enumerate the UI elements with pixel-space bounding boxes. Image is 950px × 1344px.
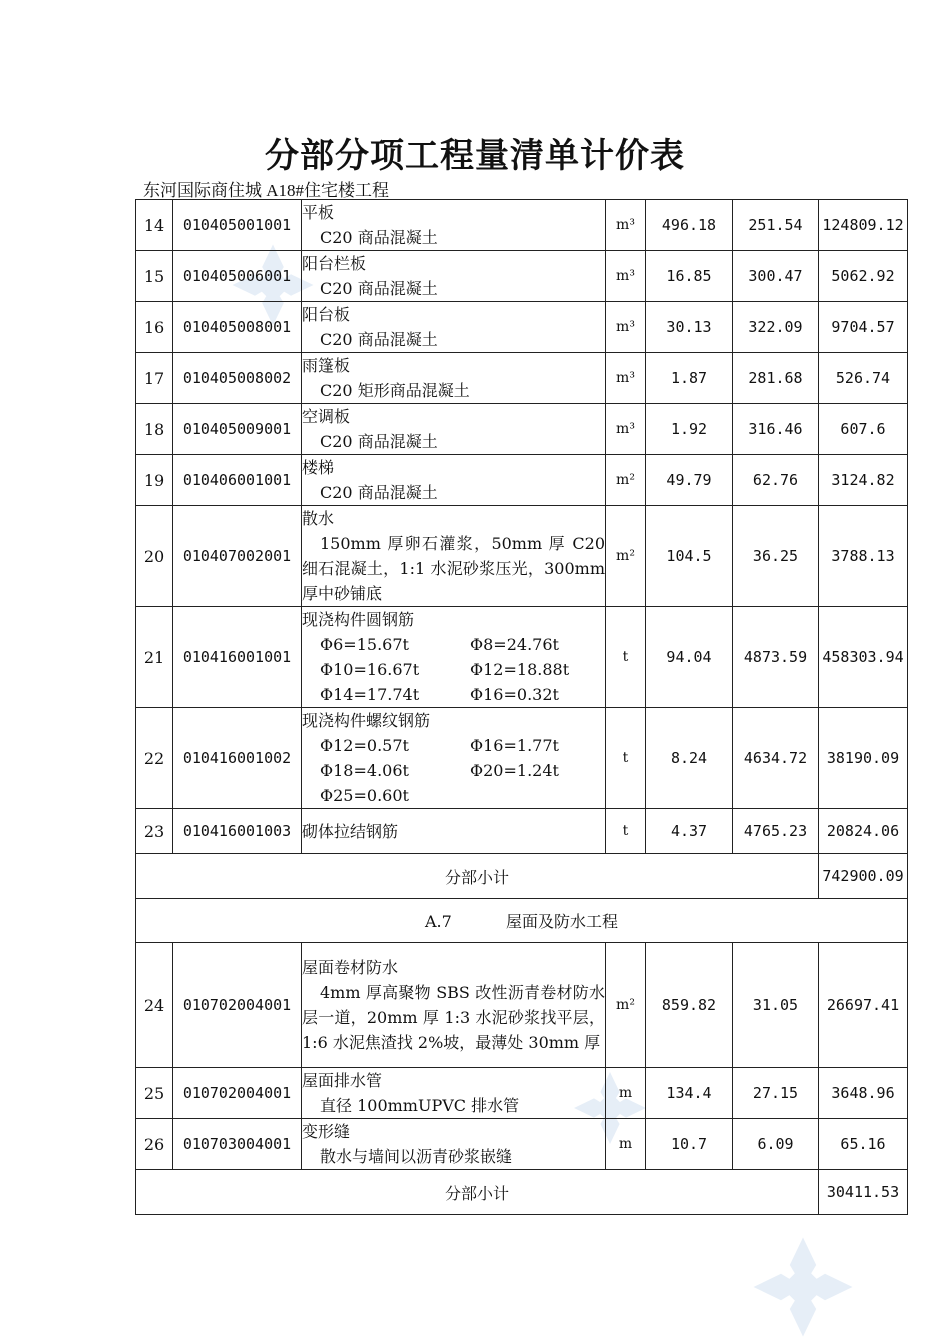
item-unit-price: 6.09 bbox=[733, 1119, 819, 1170]
subtotal-label: 分部小计 bbox=[136, 854, 819, 899]
rebar-spec: Φ25=0.60t bbox=[320, 786, 409, 805]
item-number: 22 bbox=[136, 708, 173, 809]
table-body-part2 bbox=[136, 943, 908, 1170]
item-unit: m² bbox=[606, 455, 646, 506]
item-quantity: 8.24 bbox=[646, 708, 733, 809]
item-code: 010405008001 bbox=[173, 302, 302, 353]
item-quantity: 4.37 bbox=[646, 809, 733, 854]
rebar-spec: Φ6=15.67t bbox=[320, 635, 409, 654]
table-row bbox=[136, 943, 908, 1068]
item-description bbox=[302, 506, 606, 607]
item-number: 25 bbox=[136, 1068, 173, 1119]
item-unit-price: 27.15 bbox=[733, 1068, 819, 1119]
item-name: 阳台板 bbox=[302, 305, 351, 324]
table-subtotal-part1 bbox=[136, 854, 908, 943]
item-total: 5062.92 bbox=[819, 251, 908, 302]
project-name: 东河国际商住城 A18#住宅楼工程 bbox=[143, 181, 390, 200]
subtotal-row bbox=[136, 1170, 908, 1215]
bill-table bbox=[135, 199, 908, 1215]
item-spec-line: C20 商品混凝土 bbox=[320, 330, 438, 349]
item-name: 空调板 bbox=[302, 407, 351, 426]
item-description bbox=[302, 455, 606, 506]
item-unit: t bbox=[606, 809, 646, 854]
item-total: 124809.12 bbox=[819, 200, 908, 251]
item-unit: m³ bbox=[606, 251, 646, 302]
item-unit: m² bbox=[606, 943, 646, 1068]
subtotal-label: 分部小计 bbox=[136, 1170, 819, 1215]
item-unit: m³ bbox=[606, 353, 646, 404]
table-row bbox=[136, 607, 908, 708]
item-spec-line: C20 商品混凝土 bbox=[320, 483, 438, 502]
item-quantity: 496.18 bbox=[646, 200, 733, 251]
item-quantity: 10.7 bbox=[646, 1119, 733, 1170]
rebar-spec: Φ20=1.24t bbox=[470, 761, 559, 780]
item-number: 16 bbox=[136, 302, 173, 353]
table-row bbox=[136, 809, 908, 854]
item-quantity: 49.79 bbox=[646, 455, 733, 506]
item-total: 3648.96 bbox=[819, 1068, 908, 1119]
item-spec-paragraph: 4mm 厚高聚物 SBS 改性沥青卷材防水层一道，20mm 厚 1:3 水泥砂浆找平层，1:6 水泥焦渣找 2%坡，最薄处 30mm 厚 bbox=[302, 983, 605, 1052]
item-description bbox=[302, 607, 606, 708]
item-spec-line: C20 商品混凝土 bbox=[320, 228, 438, 247]
table-row bbox=[136, 455, 908, 506]
rebar-spec: Φ18=4.06t bbox=[320, 761, 409, 780]
item-code: 010702004001 bbox=[173, 943, 302, 1068]
item-total: 26697.41 bbox=[819, 943, 908, 1068]
rebar-spec: Φ16=1.77t bbox=[470, 736, 559, 755]
item-spec-paragraph: 150mm 厚卵石灌浆，50mm 厚 C20 细石混凝土，1:1 水泥砂浆压光，300mm 厚中砂铺底 bbox=[302, 534, 605, 603]
section-header-row bbox=[136, 899, 908, 943]
item-name: 屋面排水管 bbox=[302, 1071, 383, 1090]
item-name: 变形缝 bbox=[302, 1122, 351, 1141]
item-code: 010416001002 bbox=[173, 708, 302, 809]
item-total: 65.16 bbox=[819, 1119, 908, 1170]
item-number: 15 bbox=[136, 251, 173, 302]
subtotal-value: 30411.53 bbox=[819, 1170, 908, 1215]
item-description bbox=[302, 1119, 606, 1170]
item-total: 526.74 bbox=[819, 353, 908, 404]
item-spec-line: C20 商品混凝土 bbox=[320, 279, 438, 298]
item-quantity: 1.87 bbox=[646, 353, 733, 404]
item-quantity: 1.92 bbox=[646, 404, 733, 455]
item-spec-line: C20 商品混凝土 bbox=[320, 432, 438, 451]
rebar-spec-grid bbox=[302, 733, 605, 808]
item-unit: m³ bbox=[606, 302, 646, 353]
item-name: 屋面卷材防水 bbox=[302, 958, 399, 977]
rebar-spec: Φ16=0.32t bbox=[470, 685, 559, 704]
item-description bbox=[302, 353, 606, 404]
item-code: 010703004001 bbox=[173, 1119, 302, 1170]
item-total: 458303.94 bbox=[819, 607, 908, 708]
item-unit-price: 316.46 bbox=[733, 404, 819, 455]
item-spec-line: C20 矩形商品混凝土 bbox=[320, 381, 470, 400]
item-quantity: 104.5 bbox=[646, 506, 733, 607]
item-name: 平板 bbox=[302, 203, 335, 222]
section-code: A.7 bbox=[424, 912, 452, 931]
item-spec-line: 散水与墙间以沥青砂浆嵌缝 bbox=[320, 1147, 513, 1166]
rebar-spec: Φ14=17.74t bbox=[320, 685, 420, 704]
item-spec-line: 直径 100mmUPVC 排水管 bbox=[320, 1096, 520, 1115]
item-code: 010416001001 bbox=[173, 607, 302, 708]
item-unit: m² bbox=[606, 506, 646, 607]
item-total: 38190.09 bbox=[819, 708, 908, 809]
rebar-spec: Φ12=0.57t bbox=[320, 736, 409, 755]
item-unit: m bbox=[606, 1119, 646, 1170]
item-unit-price: 322.09 bbox=[733, 302, 819, 353]
item-name: 楼梯 bbox=[302, 458, 335, 477]
item-unit-price: 4765.23 bbox=[733, 809, 819, 854]
item-number: 23 bbox=[136, 809, 173, 854]
item-description bbox=[302, 200, 606, 251]
item-number: 26 bbox=[136, 1119, 173, 1170]
item-total: 607.6 bbox=[819, 404, 908, 455]
item-number: 18 bbox=[136, 404, 173, 455]
item-description bbox=[302, 251, 606, 302]
item-number: 24 bbox=[136, 943, 173, 1068]
rebar-spec: Φ12=18.88t bbox=[470, 660, 570, 679]
rebar-spec: Φ10=16.67t bbox=[320, 660, 420, 679]
subtotal-value: 742900.09 bbox=[819, 854, 908, 899]
item-total: 3124.82 bbox=[819, 455, 908, 506]
item-unit-price: 300.47 bbox=[733, 251, 819, 302]
section-header bbox=[136, 899, 908, 943]
item-code: 010407002001 bbox=[173, 506, 302, 607]
item-quantity: 30.13 bbox=[646, 302, 733, 353]
item-code: 010405006001 bbox=[173, 251, 302, 302]
item-name: 现浇构件螺纹钢筋 bbox=[302, 711, 431, 730]
item-number: 19 bbox=[136, 455, 173, 506]
item-unit: m³ bbox=[606, 404, 646, 455]
item-unit-price: 36.25 bbox=[733, 506, 819, 607]
item-quantity: 134.4 bbox=[646, 1068, 733, 1119]
item-name: 雨篷板 bbox=[302, 356, 351, 375]
table-row bbox=[136, 1119, 908, 1170]
item-unit: t bbox=[606, 607, 646, 708]
item-name: 阳台栏板 bbox=[302, 254, 367, 273]
table-row bbox=[136, 1068, 908, 1119]
item-unit-price: 251.54 bbox=[733, 200, 819, 251]
table-row bbox=[136, 708, 908, 809]
item-unit: m bbox=[606, 1068, 646, 1119]
item-code: 010416001003 bbox=[173, 809, 302, 854]
item-number: 17 bbox=[136, 353, 173, 404]
table-row bbox=[136, 404, 908, 455]
item-description bbox=[302, 404, 606, 455]
item-total: 9704.57 bbox=[819, 302, 908, 353]
table-body-part1 bbox=[136, 200, 908, 854]
item-unit: t bbox=[606, 708, 646, 809]
subtotal-row bbox=[136, 854, 908, 899]
item-total: 20824.06 bbox=[819, 809, 908, 854]
item-unit: m³ bbox=[606, 200, 646, 251]
item-quantity: 16.85 bbox=[646, 251, 733, 302]
item-description bbox=[302, 809, 606, 854]
item-total: 3788.13 bbox=[819, 506, 908, 607]
item-description bbox=[302, 708, 606, 809]
page-title: 分部分项工程量清单计价表 bbox=[265, 136, 685, 176]
table-row bbox=[136, 353, 908, 404]
item-unit-price: 62.76 bbox=[733, 455, 819, 506]
table-row bbox=[136, 251, 908, 302]
rebar-spec: Φ8=24.76t bbox=[470, 635, 559, 654]
item-number: 21 bbox=[136, 607, 173, 708]
table-row bbox=[136, 200, 908, 251]
snowflake-watermark-icon bbox=[748, 1232, 858, 1342]
item-quantity: 94.04 bbox=[646, 607, 733, 708]
item-description bbox=[302, 943, 606, 1068]
item-description bbox=[302, 1068, 606, 1119]
item-quantity: 859.82 bbox=[646, 943, 733, 1068]
table-subtotal-part2 bbox=[136, 1170, 908, 1215]
table-row bbox=[136, 302, 908, 353]
item-name: 散水 bbox=[302, 509, 335, 528]
item-number: 20 bbox=[136, 506, 173, 607]
item-unit-price: 4634.72 bbox=[733, 708, 819, 809]
item-code: 010406001001 bbox=[173, 455, 302, 506]
item-name: 砌体拉结钢筋 bbox=[302, 821, 399, 841]
item-code: 010405009001 bbox=[173, 404, 302, 455]
item-code: 010702004001 bbox=[173, 1068, 302, 1119]
item-number: 14 bbox=[136, 200, 173, 251]
section-name: 屋面及防水工程 bbox=[506, 912, 619, 931]
item-code: 010405001001 bbox=[173, 200, 302, 251]
rebar-spec-grid bbox=[302, 632, 605, 707]
item-description bbox=[302, 302, 606, 353]
table-row bbox=[136, 506, 908, 607]
item-name: 现浇构件圆钢筋 bbox=[302, 610, 415, 629]
item-unit-price: 281.68 bbox=[733, 353, 819, 404]
item-unit-price: 4873.59 bbox=[733, 607, 819, 708]
item-code: 010405008002 bbox=[173, 353, 302, 404]
item-unit-price: 31.05 bbox=[733, 943, 819, 1068]
